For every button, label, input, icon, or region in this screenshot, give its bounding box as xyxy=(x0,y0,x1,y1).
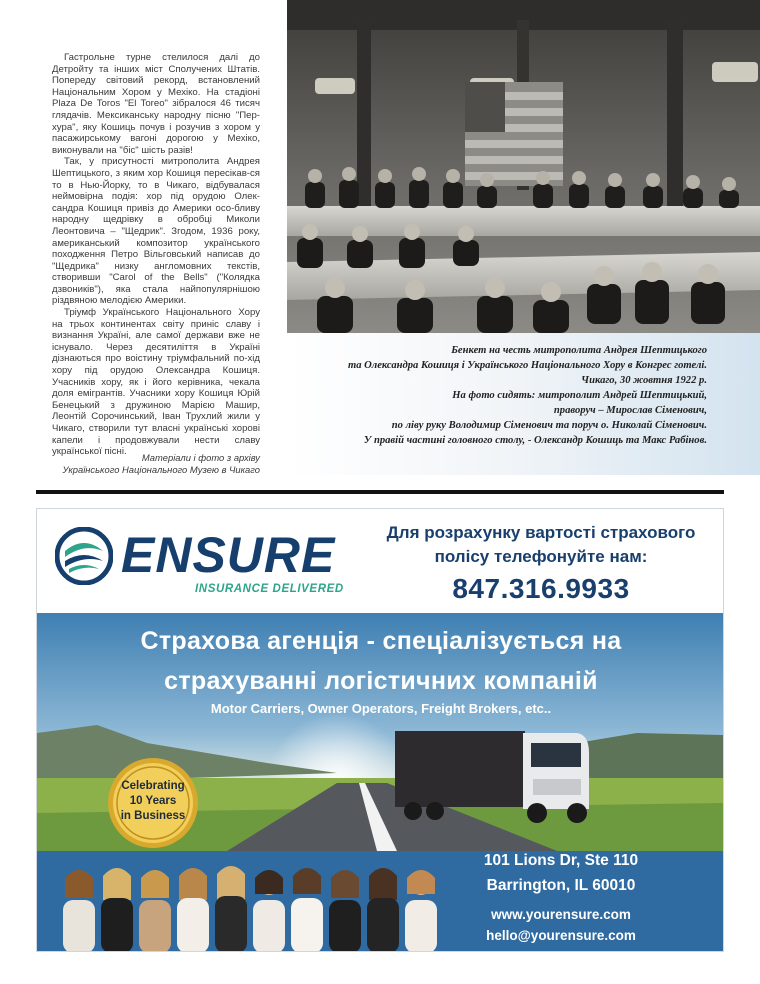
caption-line: та Олександра Кошиця і Українського Національного Хору в Конгрес готелі. xyxy=(347,360,707,371)
headline-line: страхуванні логістичних компаній xyxy=(164,667,598,695)
email-link[interactable]: hello@yourensure.com xyxy=(486,928,636,943)
credit-line: Матеріали і фото з архіву xyxy=(141,452,260,463)
badge-line: 10 Years xyxy=(129,795,177,807)
us-flag xyxy=(465,82,563,186)
badge-line: in Business xyxy=(120,810,186,822)
banquet-photo xyxy=(287,0,760,333)
call-line: полісу телефонуйте нам: xyxy=(434,547,648,566)
caption-line: На фото сидять: митрополит Андрей Шептицький, xyxy=(452,390,707,401)
ensure-logo-icon xyxy=(55,527,113,585)
call-line: Для розрахунку вартості страхового xyxy=(386,523,696,542)
caption-line: Бенкет на честь митрополита Андрея Шептицького xyxy=(451,345,707,356)
badge-line: Celebrating xyxy=(121,780,185,792)
ensure-advertisement xyxy=(36,508,724,952)
ad-subheadline: Motor Carriers, Owner Operators, Freight Brokers, etc.. xyxy=(210,701,552,716)
address-city: Barrington, IL 60010 xyxy=(486,877,636,894)
photo-credit xyxy=(52,452,260,475)
team-photo xyxy=(57,854,457,952)
ad-headline xyxy=(37,621,724,701)
credit-line: Українського Національного Музею в Чикаго xyxy=(62,463,260,475)
caption-panel xyxy=(287,333,760,475)
phone-number[interactable]: 847.316.9933 xyxy=(452,573,630,604)
article-paragraph: Гастрольне турне стелилося далі до Детройту та інших міст Сполучених Штатів. Попереду світовий рекорд, встановлений Національним Хором у Мехіко. На стадіоні Plaza De Toros "El Toreo" зібралося 46 тисяч глядачів. Мексиканську народну пісню "Пер-хура", яку Кошиць почув і розучив з хором у пасажирському вагоні дорогою у Мехіко, виконували на "біс" шість разів! xyxy=(52,52,260,156)
caption-line: У правій частині головного столу, - Олександр Кошиць та Макс Рабінов. xyxy=(363,435,707,446)
badge-text xyxy=(107,779,199,824)
call-to-action xyxy=(373,521,709,569)
brand-name: ENSURE xyxy=(121,527,336,583)
ad-header xyxy=(37,509,724,613)
brand-tagline: INSURANCE DELIVERED xyxy=(195,583,344,595)
truck-trailer xyxy=(395,731,525,807)
caption-line: праворуч – Мирослав Сіменович, xyxy=(553,405,707,416)
article-text xyxy=(52,52,260,458)
website-link[interactable]: www.yourensure.com xyxy=(491,907,631,922)
article-paragraph: Так, у присутності митрополита Андрея Шептицького, з яким хор Кошиця пересікав-ся то в Нью-Йорку, то в Чикаго, відбувалася неймовірна подія: хор під орудою Олек-сандра Кошиця привіз до Америки осо-бливу народну щедрівку в обробці Миколи Леонтовича – "Щедрик". Згодом, 1936 року, американський композитор українського походження Петро Вільговський написав до "Щедрика" низку англомовних текстів, створивши "Carol of the Bells" ("Колядка дзвоників"), яка стала найпопулярнішою різдвяною мелодією Америки. xyxy=(52,156,260,307)
caption-line: по ліву руку Володимир Сіменович та поруч о. Николай Сіменович. xyxy=(391,420,707,431)
address-street: 101 Lions Dr, Ste 110 xyxy=(483,852,639,869)
photo-caption xyxy=(267,343,707,448)
section-divider xyxy=(36,490,724,494)
article-paragraph: Тріумф Українського Національного Хору на трьох континентах світу приніс славу і визнання Україні, але самої держави вже не існувало. Через десятиліття в Україні дізнаються про воістину тріумфальний по-хід хору під орудою Олександра Кошиця. Учасників хору, як і його керівника, чекала доля емігрантів. Учасники хору Кошиця Юрій Бенецький з дружиною Марією Машир, Леонтій Сорочинський, Іван Трухлий жили у Чикаго, створили тут власні українські хорові капели і продовжували нести славу української пісні. xyxy=(52,307,260,458)
caption-line: Чикаго, 30 жовтня 1922 р. xyxy=(581,375,707,386)
headline-line: Страхова агенція - спеціалізується на xyxy=(140,627,622,655)
